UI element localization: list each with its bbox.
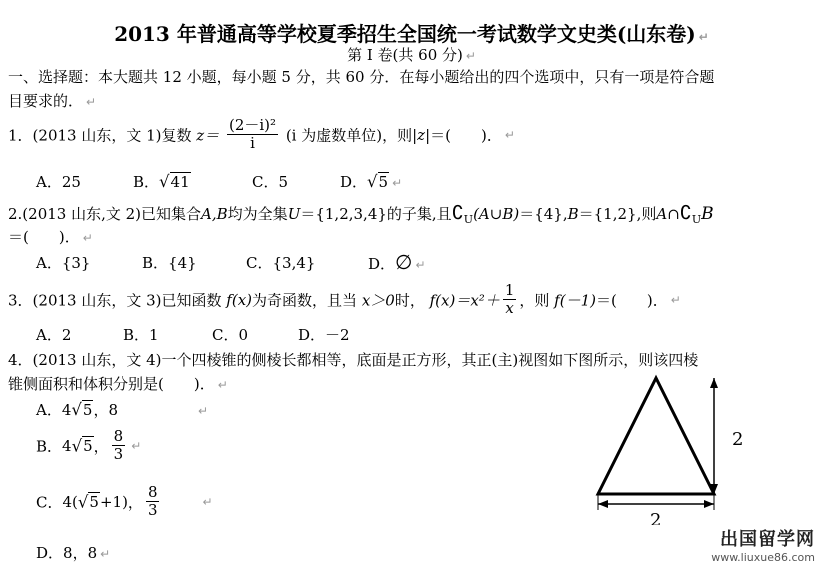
q1-option-d: D．√5 ↵ <box>340 172 403 191</box>
base-arrow-left <box>598 500 608 508</box>
question-3: 3．(2013 山东，文 3)已知函数 f(x)为奇函数，且当 x＞0时， f(x)＝x²＋ $\frac{1}{x}$ ，则 f(－1)＝( )． ↵ <box>8 281 681 318</box>
q4-b-fraction: $\frac{8}{3}$ <box>113 427 124 464</box>
q2-option-b: B．{4} <box>142 254 197 272</box>
question-4-line1: 4．(2013 山东，文 4)一个四棱锥的侧棱长都相等，底面是正方形，其正(主)视图如下图所示，则该四棱 <box>8 351 699 369</box>
base-label: 2 <box>650 510 662 525</box>
q3-option-d: D．－2 <box>298 326 350 344</box>
front-view-figure <box>590 370 760 525</box>
q3-option-a: A．2 <box>36 326 72 344</box>
question-1: 1．(2013 山东，文 1)复数 z＝ $\frac{\text{(2－i)²}}{i}$ (i 为虚数单位)，则|z|＝( )． ↵ <box>8 116 515 153</box>
q3-fraction: $\frac{1}{x}$ <box>504 281 515 318</box>
height-label: 2 <box>732 429 744 450</box>
q2-option-c: C．{3,4} <box>246 254 316 272</box>
base-arrow-right <box>704 500 714 508</box>
q4-option-a: A．4√5，8 ↵ <box>36 400 209 419</box>
question-2-line1: 2.(2013 山东,文 2)已知集合A,B均为全集U＝{1,2,3,4}的子集,且$∁_U(A\cup B)=\{4\},B=\{1,2\}$,则$A\cap∁_UB$ <box>8 202 714 226</box>
q1-option-a: A．25 <box>36 173 81 191</box>
section-intro-line2: 目要求的． ↵ <box>8 92 97 110</box>
question-4-line2: 锥侧面积和体积分别是( )． ↵ <box>8 375 228 393</box>
q4-option-c: C．4(√5+1)， $\frac{8}{3}$ ↵ <box>36 483 213 520</box>
triangle-shape <box>598 378 714 494</box>
section-intro-line1: 一、选择题：本大题共 12 小题，每小题 5 分，共 60 分．在每小题给出的四个选项中，只有一项是符合题 <box>8 68 715 86</box>
q1-option-b: B．√41 <box>133 172 190 191</box>
q1-option-c: C．5 <box>252 173 289 191</box>
q1-fraction: $\frac{\text{(2－i)²}}{i}$ <box>228 116 277 153</box>
page-subtitle: 第 I 卷(共 60 分) ↵ <box>347 46 476 64</box>
watermark: 出国留学网 www.liuxue86.com <box>711 529 815 564</box>
q3-option-b: B．1 <box>123 326 159 344</box>
question-2-line2: ＝( )． ↵ <box>8 228 93 246</box>
height-arrow-top <box>710 378 718 388</box>
q4-option-d: D．8，8 ↵ <box>36 544 111 562</box>
page-title: 2013 年普通高等学校夏季招生全国统一考试数学文史类(山东卷) ↵ <box>114 22 709 46</box>
q4-c-fraction: $\frac{8}{3}$ <box>147 483 158 520</box>
q2-option-d: D．∅ ↵ <box>368 250 426 274</box>
q2-option-a: A．{3} <box>36 254 91 272</box>
q3-option-c: C．0 <box>212 326 249 344</box>
q4-option-b: B．4√5， $\frac{8}{3}$ ↵ <box>36 427 142 464</box>
